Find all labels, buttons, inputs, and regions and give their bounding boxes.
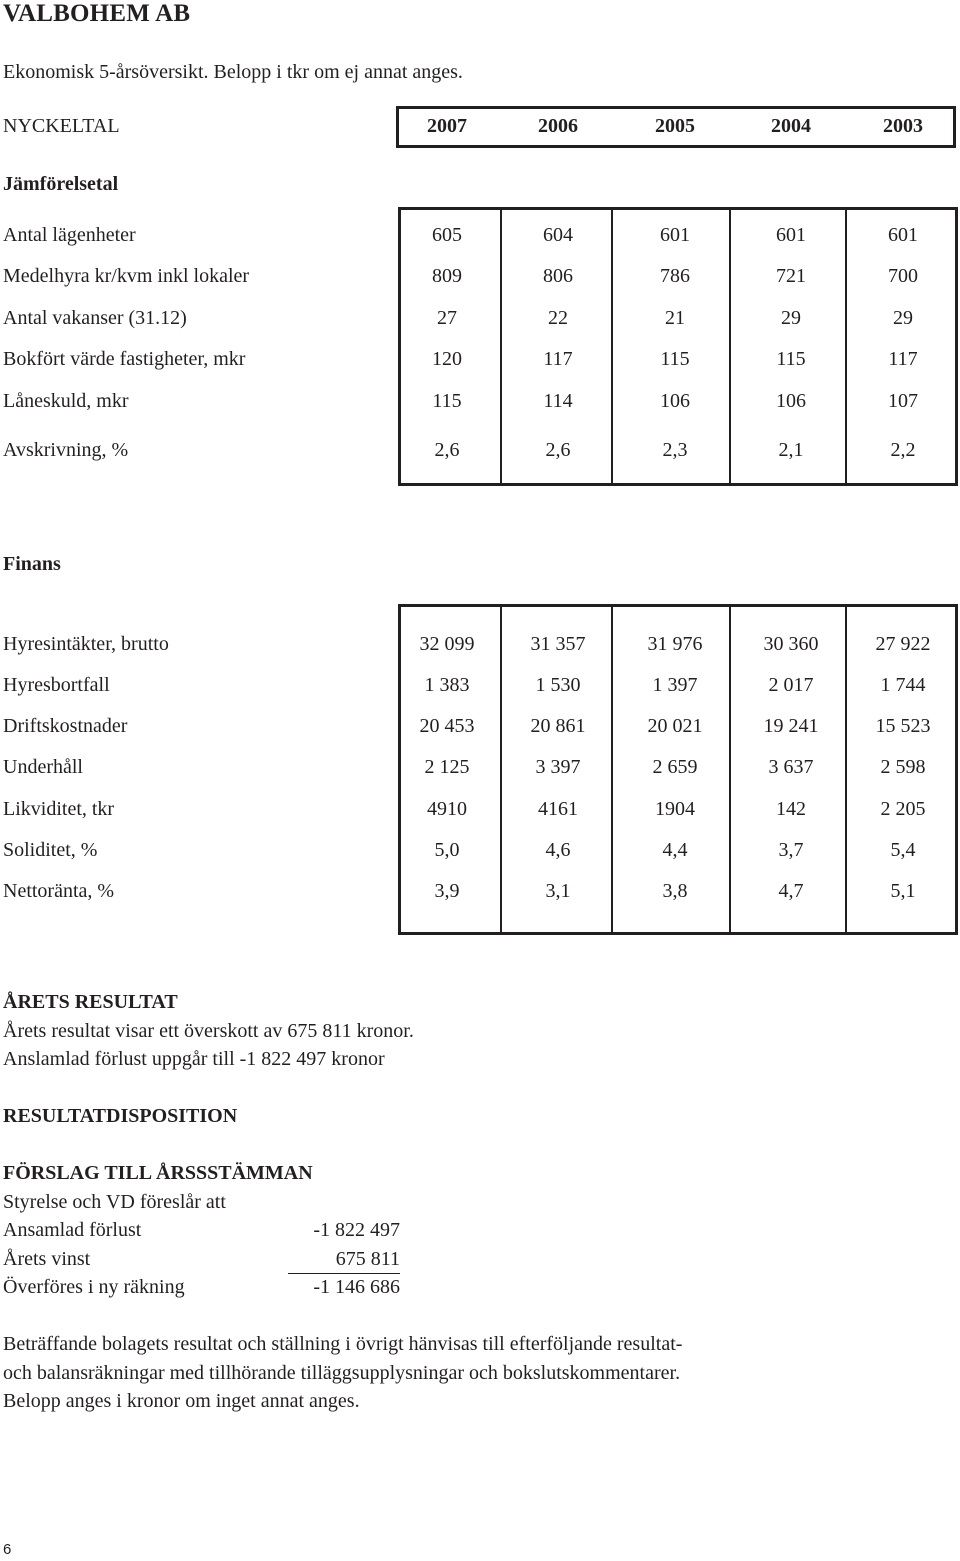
- table-cell: 20 453: [419, 715, 475, 737]
- table-row-label: Hyresintäkter, brutto: [3, 633, 169, 655]
- table-row-label: Medelhyra kr/kvm inkl lokaler: [3, 265, 250, 287]
- table-cell: 2,6: [434, 439, 460, 461]
- table-row-label: Hyresbortfall: [3, 674, 110, 696]
- table-cell: 117: [543, 348, 573, 370]
- table-cell: 106: [660, 390, 690, 412]
- table-cell: 786: [660, 265, 690, 287]
- disposition-row-amount: -1 822 497: [313, 1219, 400, 1241]
- table-cell: 721: [776, 265, 806, 287]
- table-cell: 5,0: [434, 839, 460, 861]
- year-header-2006: 2006: [538, 115, 578, 137]
- table-cell: 700: [888, 265, 918, 287]
- table-cell: 142: [776, 798, 806, 820]
- table-cell: 2 017: [768, 674, 814, 696]
- table-cell: 20 861: [530, 715, 586, 737]
- table-row-label: Underhåll: [3, 756, 83, 778]
- table-cell: 115: [660, 348, 690, 370]
- table-cell: 3,9: [434, 880, 460, 902]
- forslag-heading: FÖRSLAG TILL ÅRSSSTÄMMAN: [3, 1162, 313, 1184]
- table-row-label: Driftskostnader: [3, 715, 128, 737]
- table-cell: 106: [776, 390, 806, 412]
- table-cell: 115: [776, 348, 806, 370]
- table-row-label: Avskrivning, %: [3, 439, 129, 461]
- table-cell: 3 637: [768, 756, 814, 778]
- table-cell: 2,6: [545, 439, 571, 461]
- table-cell: 806: [543, 265, 573, 287]
- table-cell: 120: [432, 348, 462, 370]
- table-cell: 4,6: [545, 839, 571, 861]
- table-row-label: Likviditet, tkr: [3, 798, 115, 820]
- table-cell: 31 976: [647, 633, 703, 655]
- disposition-row-label: Ansamlad förlust: [3, 1219, 142, 1241]
- table-cell: 20 021: [647, 715, 703, 737]
- arets-resultat-line: Årets resultat visar ett överskott av 675 811 kronor.: [3, 1020, 414, 1042]
- table-cell: 3,8: [662, 880, 688, 902]
- table-cell: 1 383: [424, 674, 470, 696]
- table-cell: 29: [781, 307, 801, 329]
- resultatdisposition-heading: RESULTATDISPOSITION: [3, 1105, 238, 1127]
- table-cell: 115: [432, 390, 462, 412]
- table-cell: 31 357: [530, 633, 586, 655]
- table-cell: 5,4: [890, 839, 916, 861]
- table-row-label: Antal vakanser (31.12): [3, 307, 187, 329]
- table-cell: 32 099: [419, 633, 475, 655]
- year-header-2004: 2004: [771, 115, 811, 137]
- table-cell: 1 530: [535, 674, 581, 696]
- closing-line: Beträffande bolagets resultat och ställning i övrigt hänvisas till efterföljande resultat-: [3, 1333, 683, 1355]
- table-cell: 2 659: [652, 756, 698, 778]
- table-cell: 2 125: [424, 756, 470, 778]
- table-cell: 19 241: [763, 715, 819, 737]
- table-row-label: Antal lägenheter: [3, 224, 136, 246]
- nyckeltal-heading: NYCKELTAL: [3, 115, 120, 137]
- table-cell: 2,1: [778, 439, 804, 461]
- table-cell: 605: [432, 224, 462, 246]
- table-cell: 1904: [655, 798, 695, 820]
- disposition-row-label: Årets vinst: [3, 1248, 91, 1270]
- table-cell: 4910: [427, 798, 467, 820]
- table-row-label: Nettoränta, %: [3, 880, 115, 902]
- anslamlad-forlust-line: Anslamlad förlust uppgår till -1 822 497 kronor: [3, 1048, 385, 1070]
- table-cell: 4,7: [778, 880, 804, 902]
- table-cell: 2 205: [880, 798, 926, 820]
- table-cell: 27: [437, 307, 457, 329]
- table-cell: 604: [543, 224, 573, 246]
- page-subtitle: Ekonomisk 5-årsöversikt. Belopp i tkr om ej annat anges.: [3, 61, 463, 83]
- table-cell: 114: [543, 390, 573, 412]
- forslag-intro: Styrelse och VD föreslår att: [3, 1191, 226, 1213]
- year-header-2005: 2005: [655, 115, 695, 137]
- year-header-2007: 2007: [427, 115, 467, 137]
- table-cell: 1 744: [880, 674, 926, 696]
- table-row-label: Låneskuld, mkr: [3, 390, 129, 412]
- table-cell: 809: [432, 265, 462, 287]
- table-cell: 3,7: [778, 839, 804, 861]
- table-cell: 15 523: [875, 715, 931, 737]
- table-cell: 601: [776, 224, 806, 246]
- table-row-label: Bokfört värde fastigheter, mkr: [3, 348, 246, 370]
- table-cell: 3 397: [535, 756, 581, 778]
- table-cell: 4,4: [662, 839, 688, 861]
- disposition-row-amount: -1 146 686: [313, 1276, 400, 1298]
- page-number: 6: [3, 1541, 12, 1558]
- table-cell: 22: [548, 307, 568, 329]
- table-cell: 4161: [538, 798, 578, 820]
- table-cell: 107: [888, 390, 918, 412]
- table-cell: 117: [888, 348, 918, 370]
- disposition-row-label: Överföres i ny räkning: [3, 1276, 185, 1298]
- closing-line: och balansräkningar med tillhörande tilläggsupplysningar och bokslutskommentarer.: [3, 1362, 681, 1384]
- table-cell: 3,1: [545, 880, 571, 902]
- table-cell: 5,1: [890, 880, 916, 902]
- arets-resultat-heading: ÅRETS RESULTAT: [3, 991, 178, 1013]
- company-name: VALBOHEM AB: [3, 0, 191, 27]
- table-cell: 1 397: [652, 674, 698, 696]
- sum-underline: [288, 1273, 400, 1274]
- table-cell: 601: [660, 224, 690, 246]
- table-cell: 601: [888, 224, 918, 246]
- year-header-2003: 2003: [883, 115, 923, 137]
- closing-line: Belopp anges i kronor om inget annat anges.: [3, 1390, 360, 1412]
- table-cell: 27 922: [875, 633, 931, 655]
- table-cell: 30 360: [763, 633, 819, 655]
- table-cell: 29: [893, 307, 913, 329]
- table-cell: 2 598: [880, 756, 926, 778]
- table-cell: 2,3: [662, 439, 688, 461]
- table-cell: 21: [665, 307, 685, 329]
- jamforelse-heading: Jämförelsetal: [3, 173, 119, 195]
- finans-heading: Finans: [3, 553, 61, 575]
- table-row-label: Soliditet, %: [3, 839, 98, 861]
- table-cell: 2,2: [890, 439, 916, 461]
- disposition-row-amount: 675 811: [335, 1248, 400, 1270]
